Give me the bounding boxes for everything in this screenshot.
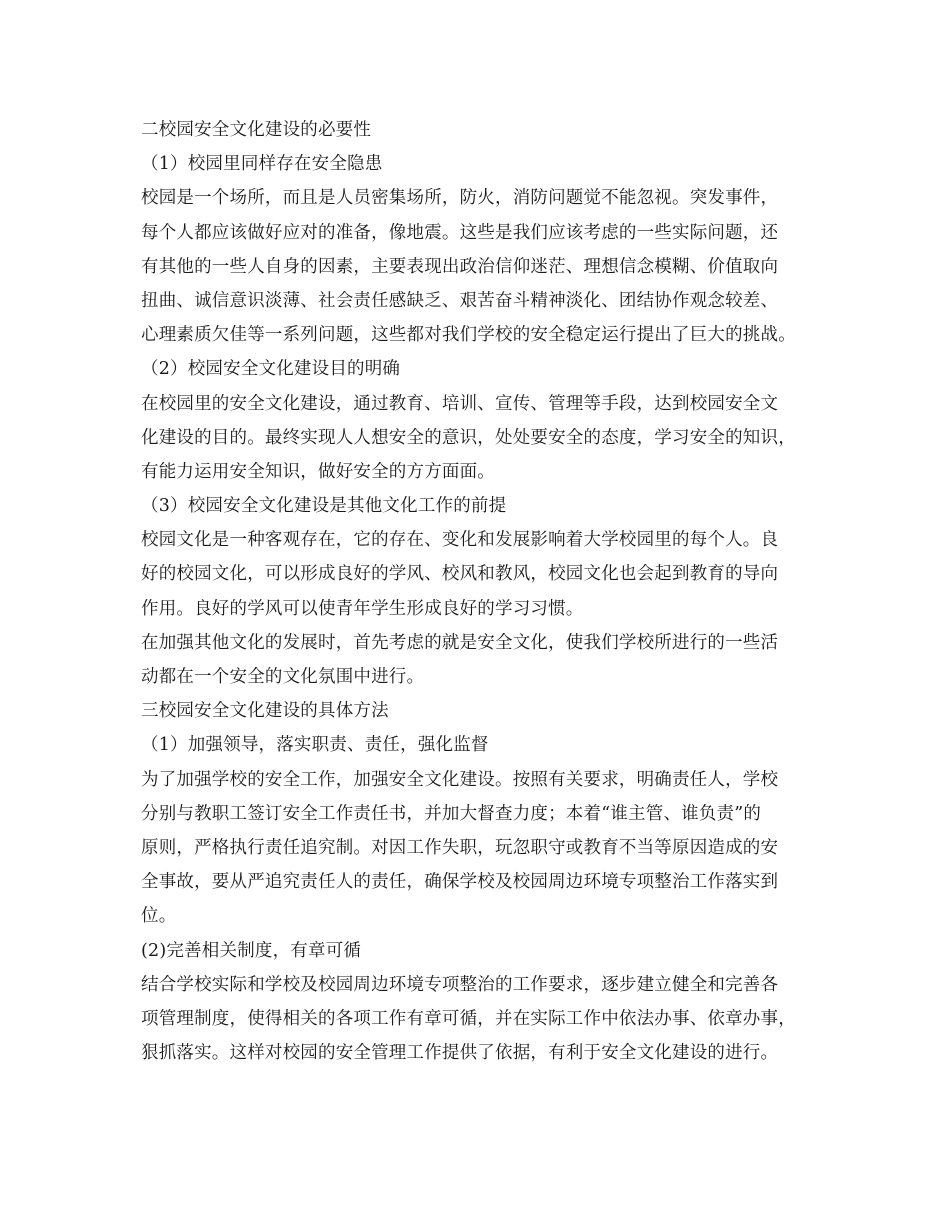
paragraph-line: 化建设的目的。最终实现人人想安全的意识，处处要安全的态度，学习安全的知识， — [141, 427, 796, 448]
section-heading-methods: 三校园安全文化建设的具体方法 — [141, 701, 389, 722]
subheading-leadership: （1）加强领导，落实职责、责任，强化监督 — [141, 735, 489, 756]
subheading-clear-purpose: （2）校园安全文化建设目的明确 — [141, 359, 401, 380]
paragraph-line: 校园是一个场所，而且是人员密集场所，防火，消防问题觉不能忽视。突发事件， — [141, 188, 779, 209]
document-body — [141, 113, 831, 1070]
subheading-regulations: (2)完善相关制度，有章可循 — [141, 940, 362, 961]
paragraph-line: 为了加强学校的安全工作，加强安全文化建设。按照有关要求，明确责任人，学校 — [141, 769, 779, 790]
subheading-hidden-dangers: （1）校园里同样存在安全隐患 — [141, 154, 383, 175]
paragraph-line: 项管理制度，使得相关的各项工作有章可循，并在实际工作中依法办事、依章办事， — [141, 1008, 796, 1029]
paragraph-line: 扭曲、诚信意识淡薄、社会责任感缺乏、艰苦奋斗精神淡化、团结协作观念较差、 — [141, 290, 779, 311]
paragraph-line: 在加强其他文化的发展时，首先考虑的就是安全文化，使我们学校所进行的一些活 — [141, 632, 779, 653]
section-heading-necessity: 二校园安全文化建设的必要性 — [141, 120, 372, 140]
paragraph-line: 在校园里的安全文化建设，通过教育、培训、宣传、管理等手段，达到校园安全文 — [141, 393, 779, 414]
paragraph-line: 分别与教职工签订安全工作责任书，并加大督查力度；本着“谁主管、谁负责”的 — [141, 803, 762, 824]
paragraph-line: 好的校园文化，可以形成良好的学风、校风和教风，校园文化也会起到教育的导向 — [141, 564, 779, 585]
paragraph-line: 动都在一个安全的文化氛围中进行。 — [141, 667, 425, 687]
subheading-premise: （3）校园安全文化建设是其他文化工作的前提 — [141, 496, 507, 517]
paragraph-line: 原则，严格执行责任追究制。对因工作失职，玩忽职守或教育不当等原因造成的安 — [141, 837, 779, 858]
paragraph-line: 全事故，要从严追究责任人的责任，确保学校及校园周边环境专项整治工作落实到 — [141, 872, 779, 893]
paragraph-line: 位。 — [141, 906, 177, 927]
paragraph-line: 狠抓落实。这样对校园的安全管理工作提供了依据，有利于安全文化建设的进行。 — [141, 1043, 779, 1064]
paragraph-line: 有能力运用安全知识，做好安全的方方面面。 — [141, 461, 495, 482]
paragraph-line: 作用。良好的学风可以使青年学生形成良好的学习习惯。 — [141, 598, 584, 619]
paragraph-line: 心理素质欠佳等一系列问题，这些都对我们学校的安全稳定运行提出了巨大的挑战。 — [141, 325, 796, 346]
paragraph-line: 有其他的一些人自身的因素，主要表现出政治信仰迷茫、理想信念模糊、价值取向 — [141, 256, 779, 277]
paragraph-line: 每个人都应该做好应对的准备，像地震。这些是我们应该考虑的一些实际问题，还 — [141, 222, 779, 243]
paragraph-line: 校园文化是一种客观存在，它的存在、变化和发展影响着大学校园里的每个人。良 — [141, 530, 779, 551]
paragraph-line: 结合学校实际和学校及校园周边环境专项整治的工作要求，逐步建立健全和完善各 — [141, 974, 779, 995]
